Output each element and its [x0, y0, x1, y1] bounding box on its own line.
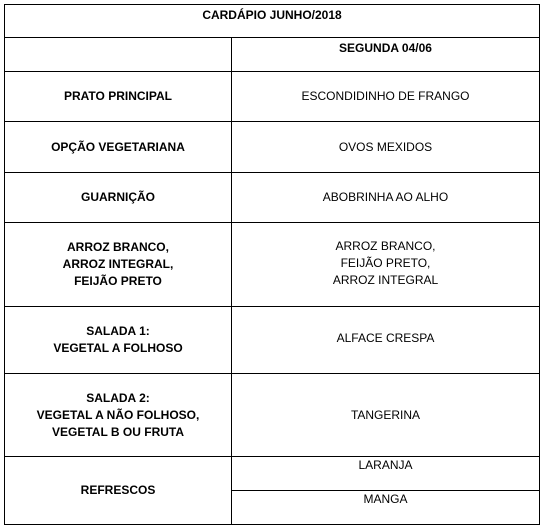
category-label: PRATO PRINCIPAL [63, 89, 172, 103]
menu-item: ABOBRINHA AO ALHO [322, 190, 449, 204]
category-label: GUARNIÇÃO [81, 190, 155, 204]
menu-item: ESCONDIDINHO DE FRANGO [301, 89, 470, 103]
menu-item: LARANJA [358, 458, 413, 472]
menu-item: TANGERINA [350, 407, 421, 422]
menu-title: CARDÁPIO JUNHO/2018 [202, 7, 342, 22]
table-border-right [539, 4, 540, 525]
category-label: REFRESCOS [80, 483, 156, 497]
menu-item: ARROZ BRANCO, FEIJÃO PRETO, ARROZ INTEGRAL [332, 239, 439, 287]
category-label: SALADA 2: VEGETAL A NÃO FOLHOSO, VEGETAL B OU FRUTA [36, 390, 200, 439]
menu-table [4, 4, 540, 526]
menu-item: ALFACE CRESPA [336, 331, 435, 345]
category-label: OPÇÃO VEGETARIANA [51, 139, 185, 154]
menu-item: OVOS MEXIDOS [338, 139, 433, 154]
menu-item: MANGA [363, 492, 408, 506]
day-header: SEGUNDA 04/06 [339, 40, 432, 55]
category-label: ARROZ BRANCO, ARROZ INTEGRAL, FEIJÃO PRETO [62, 240, 174, 288]
category-label: SALADA 1: VEGETAL A FOLHOSO [53, 324, 183, 355]
table-border-bottom [4, 524, 540, 525]
